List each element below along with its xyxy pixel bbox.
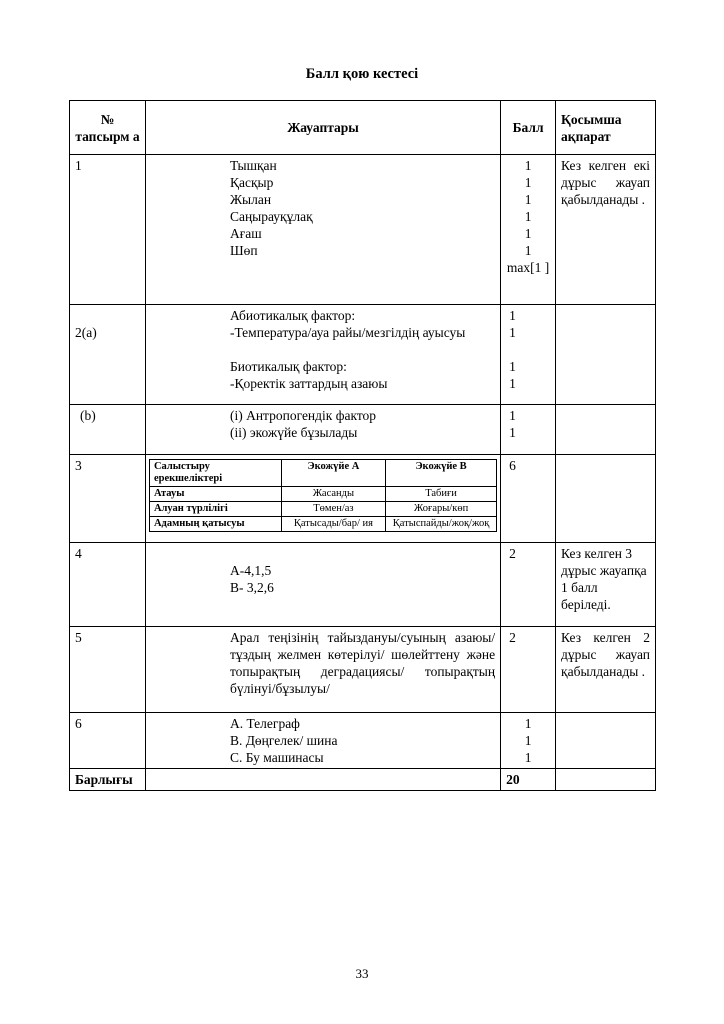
answer-line: Ағаш xyxy=(229,226,262,241)
answer-line: Тышқан xyxy=(229,158,277,173)
comparison-header-row xyxy=(149,460,496,487)
comparison-row xyxy=(149,502,496,517)
point-value: 1 xyxy=(524,192,532,207)
answer-cell xyxy=(145,305,500,405)
header-answers: Жауаптары xyxy=(145,101,500,155)
note-cell xyxy=(556,405,656,455)
total-empty xyxy=(145,769,500,791)
page-title: Балл қою кестесі xyxy=(305,66,419,82)
point-value: 1 xyxy=(524,209,532,224)
comparison-value: Жоғары/көп xyxy=(386,502,497,517)
points-cell xyxy=(501,627,556,713)
comparison-row xyxy=(149,517,496,532)
point-value: 6 xyxy=(509,458,516,473)
comparison-header: Экожүйе А xyxy=(281,460,385,487)
answer-cell xyxy=(145,455,500,543)
comparison-feature: Алуан түрлілігі xyxy=(149,502,281,517)
task-number: (b) xyxy=(70,405,146,455)
note-cell: Кез келген 2 дұрыс жауап қабылданады . xyxy=(556,627,656,713)
comparison-feature: Адамның қатысуы xyxy=(149,517,281,532)
answer-cell xyxy=(145,713,500,769)
comparison-value: Табиғи xyxy=(386,487,497,502)
answer-line: Абиотикалық фактор: xyxy=(229,308,356,323)
table-row xyxy=(70,627,656,713)
total-note-empty xyxy=(556,769,656,791)
point-value: 2 xyxy=(509,546,516,561)
answer-line: С. Бу машинасы xyxy=(229,750,324,765)
note-cell xyxy=(556,305,656,405)
answer-line: -Қоректік заттардың азаюы xyxy=(229,376,388,391)
answer-line: В- 3,2,6 xyxy=(229,580,274,595)
points-cell xyxy=(501,155,556,305)
page-number: 33 xyxy=(355,966,369,981)
point-value: 1 xyxy=(524,158,532,173)
comparison-row xyxy=(149,487,496,502)
header-additional-info: Қосымша ақпарат xyxy=(556,101,656,155)
note-cell xyxy=(556,455,656,543)
point-value: 1 xyxy=(509,425,516,440)
point-value: 1 xyxy=(509,325,516,340)
task-number: 4 xyxy=(70,543,146,627)
answer-line: -Температура/ауа райы/мезгілдің ауысуы xyxy=(229,325,466,340)
answer-line: (i) Антропогендік фактор xyxy=(229,408,377,423)
table-row xyxy=(70,155,656,305)
point-value: 1 xyxy=(524,750,532,765)
comparison-value: Қатыспайды/жоқ/жоқ xyxy=(386,517,497,532)
points-cell xyxy=(501,713,556,769)
task-number: 3 xyxy=(70,455,146,543)
answer-line: (ii) экожүйе бұзылады xyxy=(229,425,358,440)
point-value: 1 xyxy=(524,733,532,748)
comparison-value: Қатысады/бар/ ия xyxy=(281,517,385,532)
point-value: 1 xyxy=(524,716,532,731)
points-cell xyxy=(501,455,556,543)
point-value: 2 xyxy=(509,630,516,645)
table-row xyxy=(70,455,656,543)
table-row xyxy=(70,305,656,405)
point-value: 1 xyxy=(509,308,516,323)
comparison-header: Салыстыру ерекшеліктері xyxy=(149,460,281,487)
points-cell xyxy=(501,305,556,405)
answer-cell: Арал теңізінің тайыздануы/суының азаюы/ тұздың желмен көтерілуі/ шөлейттену және топырақтың деградациясы/ топырақтың бүлінуі/бұзылуы/ xyxy=(145,627,500,713)
note-cell: Кез келген екі дұрыс жауап қабылданады . xyxy=(556,155,656,305)
answer-line: В. Дөңгелек/ шина xyxy=(229,733,338,748)
note-cell: Кез келген 3 дұрыс жауапқа 1 балл беріледі. xyxy=(556,543,656,627)
point-value: 1 xyxy=(509,359,516,374)
task-number: 6 xyxy=(70,713,146,769)
point-value: 1 xyxy=(524,175,532,190)
answer-cell xyxy=(145,405,500,455)
task-number: 2(a) xyxy=(70,305,146,405)
comparison-table xyxy=(149,459,497,532)
point-value: 1 xyxy=(524,243,532,258)
task-number: 1 xyxy=(70,155,146,305)
comparison-value: Төмен/аз xyxy=(281,502,385,517)
answer-line: Шөп xyxy=(229,243,258,258)
answer-line: Жылан xyxy=(229,192,272,207)
answer-line: А. Телеграф xyxy=(229,716,300,731)
total-value: 20 xyxy=(501,769,556,791)
table-row xyxy=(70,543,656,627)
answer-line: А-4,1,5 xyxy=(229,563,272,578)
points-cell xyxy=(501,405,556,455)
answer-line: Биотикалық фактор: xyxy=(229,359,347,374)
point-value: 1 xyxy=(524,226,532,241)
table-row xyxy=(70,405,656,455)
answer-cell xyxy=(145,155,500,305)
point-value: 1 xyxy=(509,408,516,423)
answer-line: Қасқыр xyxy=(229,175,274,190)
table-row xyxy=(70,713,656,769)
point-max: max[1 ] xyxy=(506,260,550,275)
comparison-header: Экожүйе В xyxy=(386,460,497,487)
header-points: Балл xyxy=(501,101,556,155)
table-header-row xyxy=(70,101,656,155)
answer-cell xyxy=(145,543,500,627)
comparison-value: Жасанды xyxy=(281,487,385,502)
comparison-feature: Атауы xyxy=(149,487,281,502)
total-label: Барлығы xyxy=(70,769,146,791)
answer-line: Саңырауқұлақ xyxy=(229,209,313,224)
note-cell xyxy=(556,713,656,769)
total-row xyxy=(70,769,656,791)
point-value: 1 xyxy=(509,376,516,391)
points-cell xyxy=(501,543,556,627)
scoring-table xyxy=(69,100,656,791)
task-number: 5 xyxy=(70,627,146,713)
header-task-number: № тапсырм а xyxy=(70,101,146,155)
